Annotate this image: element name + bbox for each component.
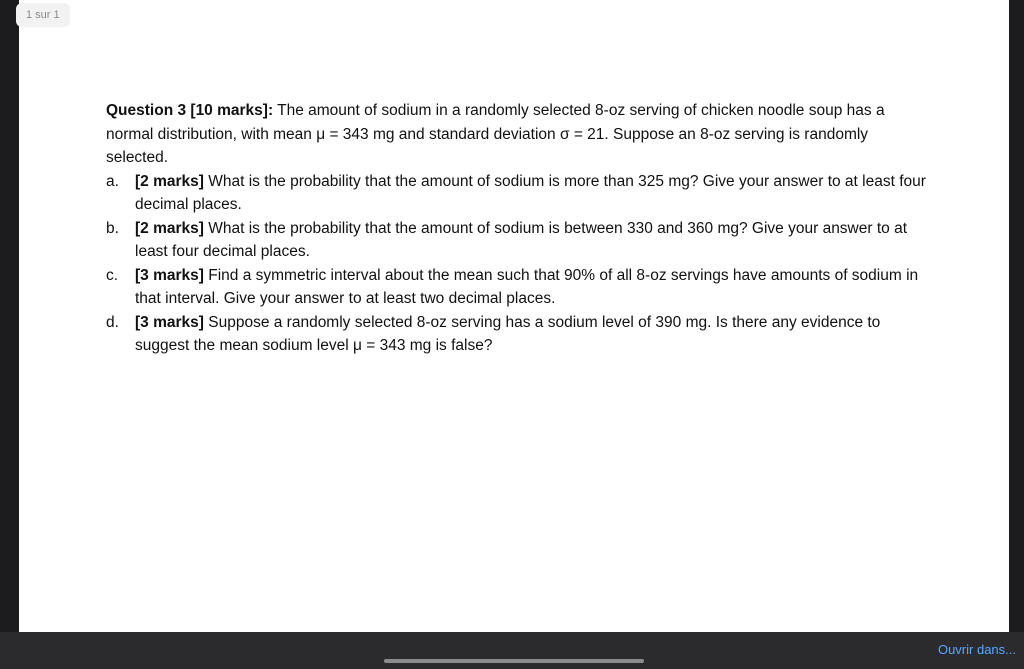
part-marks: [3 marks] [135, 266, 204, 284]
question-intro [106, 99, 928, 170]
question-intro-text: The amount of sodium in a randomly selected 8-oz serving of chicken noodle soup has a normal distribution, with mean μ = 343 mg and standard deviation σ = 21. Suppose an 8-oz serving is randomly selected. [106, 102, 885, 166]
part-marker: a. [106, 172, 119, 190]
part-marks: [2 marks] [135, 172, 204, 190]
question-part-d [106, 311, 928, 358]
question-heading: Question 3 [10 marks]: [106, 102, 274, 119]
question-parts [106, 170, 928, 358]
question-part-a [106, 170, 928, 217]
part-text: What is the probability that the amount of sodium is between 330 and 360 mg? Give your answer to at least four decimal places. [135, 219, 908, 260]
part-marker: b. [106, 219, 119, 237]
question-content [106, 99, 928, 358]
document-page[interactable] [19, 0, 1009, 632]
part-marks: [3 marks] [135, 313, 204, 331]
home-indicator[interactable] [384, 659, 644, 663]
page-indicator: 1 sur 1 [16, 3, 70, 27]
part-marks: [2 marks] [135, 219, 204, 237]
question-part-b [106, 217, 928, 264]
open-in-button[interactable]: Ouvrir dans... [937, 642, 1016, 657]
question-part-c [106, 264, 928, 311]
part-marker: c. [106, 266, 119, 284]
part-text: Suppose a randomly selected 8-oz serving has a sodium level of 390 mg. Is there any evidence to suggest the mean sodium level μ = 343 mg is false? [135, 313, 881, 354]
part-marker: d. [106, 313, 119, 331]
bottom-toolbar [0, 632, 1024, 669]
part-text: Find a symmetric interval about the mean such that 90% of all 8-oz servings have amounts of sodium in that interval. Give your answer to at least two decimal places. [135, 266, 919, 307]
part-text: What is the probability that the amount of sodium is more than 325 mg? Give your answer to at least four decimal places. [135, 172, 926, 213]
